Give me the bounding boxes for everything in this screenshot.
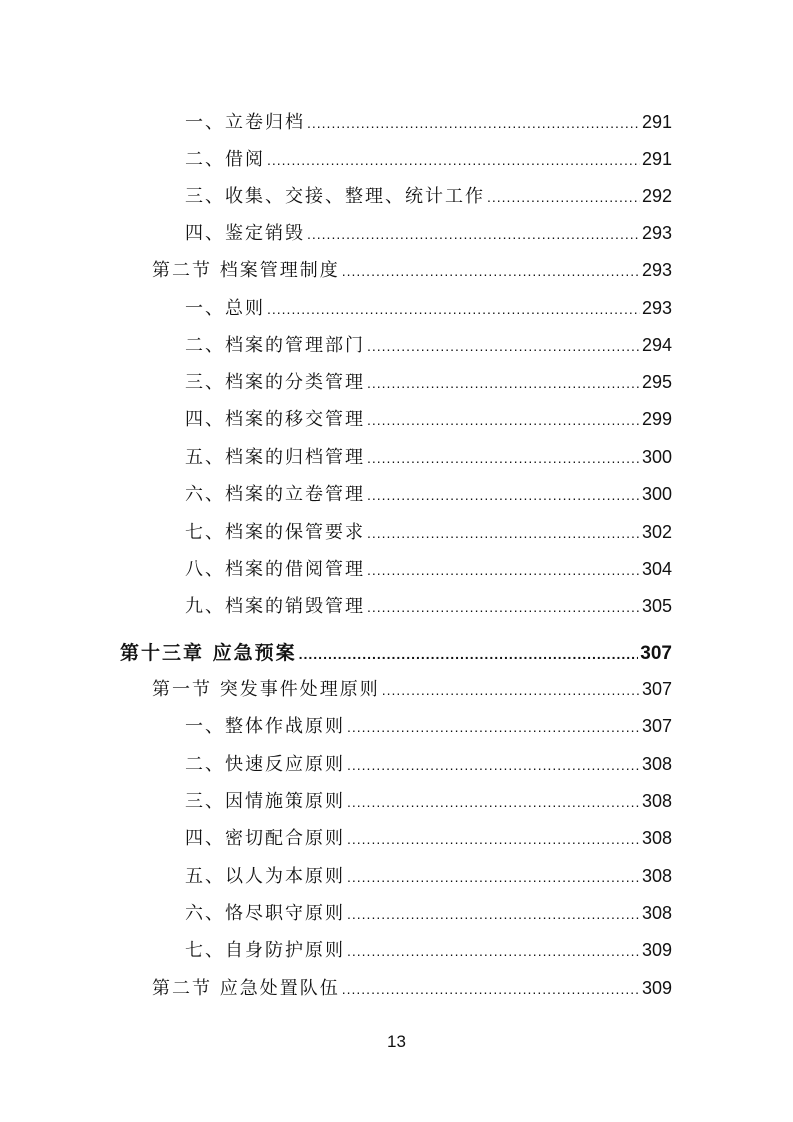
toc-entry-page: 308 — [641, 903, 672, 923]
toc-leader-dots — [307, 226, 640, 242]
toc-section-entry[interactable] — [152, 256, 672, 282]
toc-leader-dots — [367, 412, 640, 428]
toc-entry-page: 305 — [641, 596, 672, 616]
toc-entry-label: 九、档案的销毁管理 — [185, 596, 365, 617]
toc-section-entry[interactable] — [152, 675, 672, 701]
toc-leader-dots — [342, 981, 640, 997]
toc-entry-page: 299 — [641, 409, 672, 429]
toc-entry-label: 第一节 突发事件处理原则 — [152, 679, 380, 700]
toc-leader-dots — [347, 831, 640, 847]
toc-entry[interactable] — [185, 443, 672, 469]
toc-entry-label: 七、档案的保管要求 — [185, 522, 365, 543]
toc-entry-label: 一、立卷归档 — [185, 112, 305, 133]
toc-entry[interactable] — [185, 899, 672, 925]
toc-leader-dots — [267, 152, 640, 168]
toc-entry-label: 四、鉴定销毁 — [185, 223, 305, 244]
toc-entry-label: 一、整体作战原则 — [185, 716, 345, 737]
toc-leader-dots — [487, 189, 640, 205]
toc-entry[interactable] — [185, 368, 672, 394]
toc-leader-dots — [367, 450, 640, 466]
toc-leader-dots — [267, 301, 640, 317]
toc-entry-page: 309 — [641, 978, 672, 998]
toc-entry[interactable] — [185, 518, 672, 544]
toc-entry-label: 第十三章 应急预案 — [120, 642, 297, 664]
toc-entry[interactable] — [185, 182, 672, 208]
toc-entry-page: 308 — [641, 754, 672, 774]
toc-entry-label: 六、档案的立卷管理 — [185, 484, 365, 505]
toc-entry[interactable] — [185, 145, 672, 171]
toc-entry-page: 308 — [641, 791, 672, 811]
toc-entry[interactable] — [185, 592, 672, 618]
toc-leader-dots — [307, 115, 640, 131]
toc-entry-label: 八、档案的借阅管理 — [185, 559, 365, 580]
toc-entry-page: 300 — [641, 484, 672, 504]
page-number: 13 — [387, 1032, 406, 1051]
toc-entry-label: 五、以人为本原则 — [185, 866, 345, 887]
toc-entry-page: 295 — [641, 372, 672, 392]
toc-entry-page: 291 — [641, 149, 672, 169]
toc-entry-label: 三、因情施策原则 — [185, 791, 345, 812]
toc-chapter-entry[interactable] — [120, 638, 672, 665]
toc-entry-page: 293 — [641, 260, 672, 280]
toc-leader-dots — [347, 943, 640, 959]
toc-entry-label: 五、档案的归档管理 — [185, 447, 365, 468]
toc-entry-page: 291 — [641, 112, 672, 132]
toc-leader-dots — [367, 338, 640, 354]
toc-leader-dots — [347, 869, 640, 885]
toc-entry-label: 第二节 档案管理制度 — [152, 260, 340, 281]
toc-entry-label: 第二节 应急处置队伍 — [152, 978, 340, 999]
toc-entry[interactable] — [185, 555, 672, 581]
toc-entry-page: 300 — [641, 447, 672, 467]
toc-entry-page: 304 — [641, 559, 672, 579]
toc-leader-dots — [347, 794, 640, 810]
toc-leader-dots — [367, 562, 640, 578]
toc-leader-dots — [382, 682, 640, 698]
toc-entry[interactable] — [185, 331, 672, 357]
toc-entry[interactable] — [185, 712, 672, 738]
toc-entry[interactable] — [185, 480, 672, 506]
toc-entry[interactable] — [185, 862, 672, 888]
toc-entry-label: 二、借阅 — [185, 149, 265, 170]
toc-entry-page: 307 — [641, 679, 672, 699]
toc-entry-page: 308 — [641, 828, 672, 848]
toc-entry[interactable] — [185, 294, 672, 320]
toc-leader-dots — [347, 757, 640, 773]
toc-entry-label: 一、总则 — [185, 298, 265, 319]
toc-leader-dots — [367, 487, 640, 503]
toc-entry-page: 293 — [641, 223, 672, 243]
toc-entry-page: 307 — [640, 643, 672, 664]
toc-leader-dots — [367, 375, 640, 391]
toc-leader-dots — [347, 906, 640, 922]
toc-entry-page: 308 — [641, 866, 672, 886]
toc-entry[interactable] — [185, 405, 672, 431]
toc-entry-page: 309 — [641, 940, 672, 960]
toc-leader-dots — [367, 525, 640, 541]
toc-entry[interactable] — [185, 787, 672, 813]
toc-entry-label: 四、密切配合原则 — [185, 828, 345, 849]
toc-entry-label: 二、快速反应原则 — [185, 754, 345, 775]
toc-entry[interactable] — [185, 750, 672, 776]
toc-entry-label: 四、档案的移交管理 — [185, 409, 365, 430]
toc-entry-label: 二、档案的管理部门 — [185, 335, 365, 356]
toc-leader-dots — [347, 719, 640, 735]
toc-leader-dots — [299, 646, 639, 662]
toc-entry-page: 307 — [641, 716, 672, 736]
toc-leader-dots — [342, 263, 640, 279]
toc-leader-dots — [367, 599, 640, 615]
toc-entry-label: 三、收集、交接、整理、统计工作 — [185, 186, 485, 207]
toc-entry-label: 三、档案的分类管理 — [185, 372, 365, 393]
toc-entry-page: 292 — [641, 186, 672, 206]
toc-entry-page: 294 — [641, 335, 672, 355]
toc-entry-label: 七、自身防护原则 — [185, 940, 345, 961]
toc-entry[interactable] — [185, 108, 672, 134]
toc-entry-page: 302 — [641, 522, 672, 542]
toc-entry[interactable] — [185, 936, 672, 962]
toc-section-entry[interactable] — [152, 974, 672, 1000]
toc-entry[interactable] — [185, 219, 672, 245]
toc-entry-label: 六、恪尽职守原则 — [185, 903, 345, 924]
toc-entry-page: 293 — [641, 298, 672, 318]
toc-entry[interactable] — [185, 824, 672, 850]
